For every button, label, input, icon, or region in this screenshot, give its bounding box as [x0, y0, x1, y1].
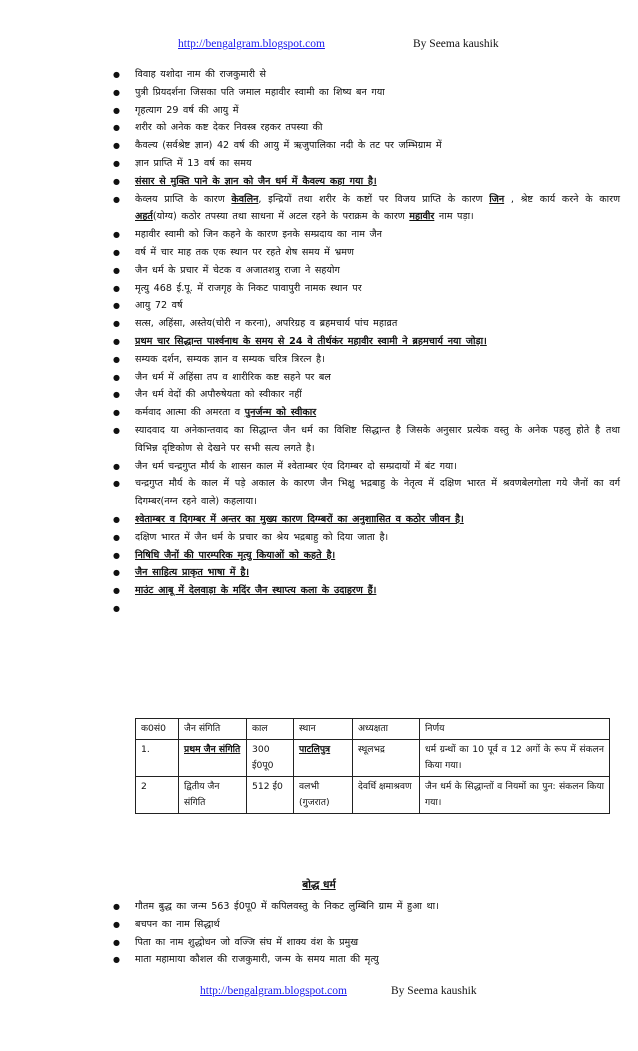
list-item: ● पुत्री प्रियदर्शना जिसका पति जमाल महावीर स्वामी का शिष्य बन गया	[112, 84, 620, 102]
list-item-highlight: ● जैन साहित्य प्राकृत भाषा में है।	[112, 564, 620, 582]
list-item: ● विवाह यशोदा नाम की राजकुमारी से	[112, 66, 620, 84]
table-cell: देवर्धि क्षमाश्रवण	[353, 777, 420, 814]
footer-blog-link[interactable]: http://bengalgram.blogspot.com	[200, 985, 347, 997]
header-blog-link[interactable]: http://bengalgram.blogspot.com	[178, 38, 325, 50]
list-item: ● जैन धर्म में अहिंसा तप व शारीरिक कष्ट सहने पर बल	[112, 369, 620, 387]
table-header-row	[136, 719, 610, 740]
list-item: ● शरीर को अनेक कष्ट देकर निवस्त्र रहकर तपस्या की	[112, 119, 620, 137]
table-header-cell: क0सं0	[136, 719, 179, 740]
list-item: ● माता महामाया कौशल की राजकुमारी, जन्म के समय माता की मृत्यु	[112, 951, 620, 969]
list-item-highlight: ● प्रथम चार सिद्धान्त पार्श्वनाथ के समय से 24 वे तीर्थकंर महावीर स्वामी ने ब्रहमचार्य नया जोड़ा।	[112, 333, 620, 351]
list-item: ● कैवल्य (सर्वश्रेष्ट ज्ञान) 42 वर्ष की आयु में ऋजुपालिका नदी के तट पर जम्भिग्राम में	[112, 137, 620, 155]
keyword-mahavir: महावीर	[409, 211, 435, 223]
list-item	[112, 191, 620, 227]
text-segment: , इन्द्रियों तथा शरीर के कष्टों पर विजय प्राप्ति के कारण	[258, 193, 490, 205]
list-item: ● गृहत्याग 29 वर्ष की आयु में	[112, 102, 620, 120]
list-item: ● आयु 72 वर्ष	[112, 297, 620, 315]
list-item: ● गौतम बुद्ध का जन्म 563 ई0पू0 में कपिलवस्तु के निकट लुम्बिनि ग्राम में हुआ था।	[112, 898, 620, 916]
list-item: ● जैन धर्म के प्रचार में चेटक व अजातशत्रु राजा ने सहयोग	[112, 262, 620, 280]
list-item: ● दक्षिण भारत में जैन धर्म के प्रचार का श्रेय भद्रबाहु को दिया जाता है।	[112, 529, 620, 547]
keyword-kevalin: केवलिन	[231, 193, 259, 205]
page-header	[0, 38, 638, 56]
text-segment: , श्रेष्ट कार्य करने के कारण	[504, 193, 621, 205]
text-segment: केव्लय प्राप्ति के कारण	[135, 193, 232, 205]
keyword-punarjanm: पुनर्जन्म को स्वीकार	[244, 407, 317, 419]
table-cell: जैन धर्म के सिद्धान्तों व नियमों का पुन: संकलन किया गया।	[420, 777, 610, 814]
text-segment: नाम पड़ा।	[434, 211, 474, 223]
keyword-arhat: अहर्त	[135, 211, 153, 223]
list-item	[112, 404, 620, 422]
jain-councils-table	[135, 718, 610, 814]
list-item: ● बचपन का नाम सिद्धार्थ	[112, 916, 620, 934]
table-header-cell: निर्णय	[420, 719, 610, 740]
list-item: ● स्यादवाद या अनेकान्तवाद का सिद्धान्त जैन धर्म का विशिष्ट सिद्धान्त है जिसके अनुसार प्रत्येक वस्तु के अनेक पहलु होते है तथा विभिन्न दृष्टिकोण से देखने पर सभी सत्य लगते है।	[112, 422, 620, 458]
list-item: ● महावीर स्वामी को जिन कहने के कारण इनके सम्प्रदाय का नाम जैन	[112, 226, 620, 244]
table-cell: द्वितीय जैन संगिति	[179, 777, 247, 814]
list-item: ● वर्ष में चार माह तक एक स्थान पर रहते शेष समय में भ्रमण	[112, 244, 620, 262]
table-header-cell: काल	[247, 719, 294, 740]
list-item: ● ज्ञान प्राप्ति में 13 वर्ष का समय	[112, 155, 620, 173]
header-author: By Seema kaushik	[413, 38, 499, 50]
keyword-jin: जिन	[489, 193, 505, 205]
footer-author: By Seema kaushik	[391, 985, 477, 997]
list-item: ● जैन धर्म वेदों की अपौरुषेयता को स्वीकार नहीं	[112, 386, 620, 404]
list-item: ● सत्स, अहिंसा, अस्तेय(चोरी न करना), अपरिग्रह व ब्रहमचार्य पांच महाव्रत	[112, 315, 620, 333]
bauddh-dharma-list	[112, 898, 620, 969]
table-cell: 1.	[136, 740, 179, 777]
table-cell: प्रथम जैन संगिति	[179, 740, 247, 777]
table-cell: पाटलिपुत्र	[294, 740, 353, 777]
jain-dharma-list	[112, 66, 620, 618]
list-item: ● पिता का नाम शुद्धोधन जो वज्जि संघ में शाक्य वंश के प्रमुख	[112, 934, 620, 952]
table-row	[136, 740, 610, 777]
text-segment: कर्मवाद आत्मा की अमरता व	[135, 407, 245, 419]
table-row	[136, 777, 610, 814]
table-cell: 2	[136, 777, 179, 814]
table-cell: वलभी (गुजरात)	[294, 777, 353, 814]
section-title: बोद्ध धर्म	[302, 879, 336, 891]
table-cell: धर्म ग्रन्थों का 10 पूर्व व 12 अगों के रूप में संकलन किया गया।	[420, 740, 610, 777]
list-item-highlight: ● माउंट आबू में देलवाड़ा के मदिंर जैन स्थाप्त्य कला के उदाहरण हैं।	[112, 582, 620, 600]
list-item: ● जैन धर्म चन्द्रगुप्त मौर्य के शासन काल में श्वेताम्बर एंव दिगम्बर दो सम्प्रदायों में बंट गया।	[112, 458, 620, 476]
list-item-highlight: ● श्वेताम्बर व दिगम्बर में अन्तर का मुख्य कारण दिग्म्बरों का अनुशाासित व कठोर जीवन है।	[112, 511, 620, 529]
list-item: ● चन्द्रगुप्त मौर्य के काल में पड़े अकाल के कारण जैन भिक्षु भद्रबाहु के नेतृत्व में दक्षिण भारत में श्रवणबेलगोला गये जैनों का वर्ग दिगम्बर(नग्न रहने वाले) कहलाया।	[112, 475, 620, 511]
list-item: ● मृत्यु 468 ई.पू. में राजगृह के निकट पावापुरी नामक स्थान पर	[112, 280, 620, 298]
page-footer	[0, 985, 638, 1003]
text-segment: (योग्य) कठोर तपस्या तथा साधना में अटल रहने के पराक्रम के कारण	[152, 211, 410, 223]
table-header-cell: जैन संगिति	[179, 719, 247, 740]
table-header-cell: स्थान	[294, 719, 353, 740]
table-cell: 300 ई0पू0	[247, 740, 294, 777]
table-header-cell: अध्यक्षता	[353, 719, 420, 740]
list-item-highlight: ● निषिधि जैनों की पारम्परिक मृत्यु कियाओं को कहते है।	[112, 547, 620, 565]
table-cell: 512 ई0	[247, 777, 294, 814]
table-cell: स्थूलभद्र	[353, 740, 420, 777]
empty-list-item	[112, 600, 620, 618]
list-item: ● सम्यक दर्शन, सम्यक ज्ञान व सम्यक चरित्र त्रिरत्न है।	[112, 351, 620, 369]
list-item-highlight: ● संसार से मुक्ति पाने के ज्ञान को जैन धर्म में कैवल्य कहा गया है।	[112, 173, 620, 191]
